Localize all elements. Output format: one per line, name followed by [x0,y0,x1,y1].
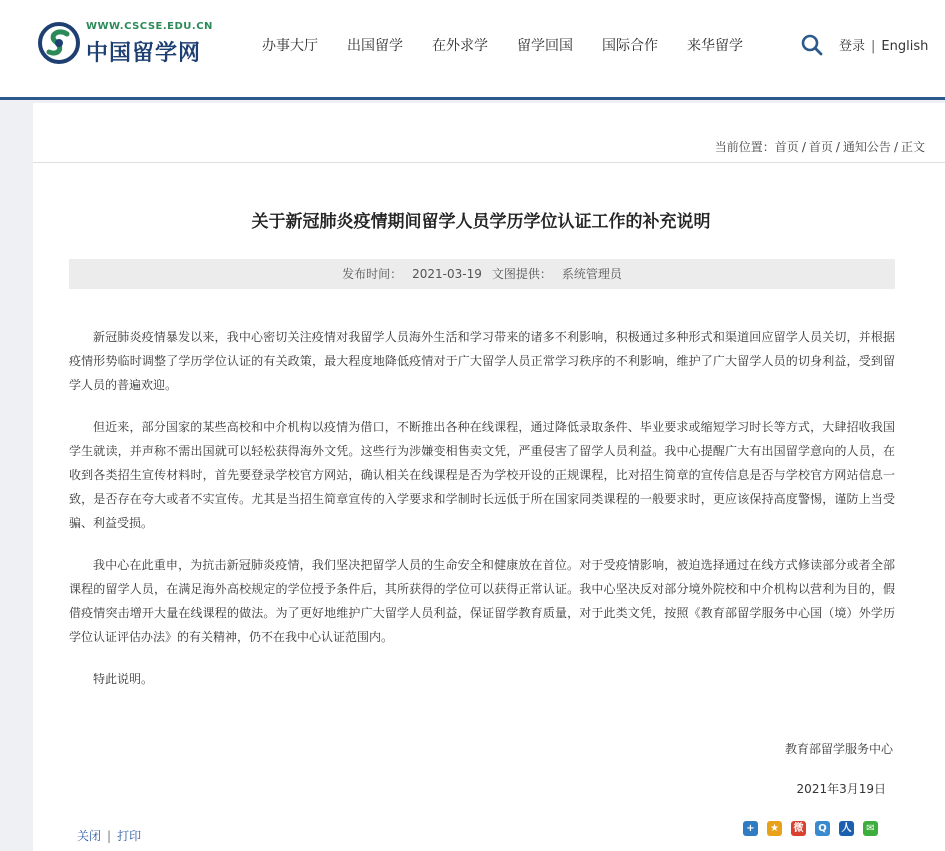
nav-item-return[interactable]: 留学回国 [517,38,573,54]
breadcrumb-current: 正文 [900,140,925,154]
top-links-divider: | [871,39,876,54]
breadcrumb-separator: / [893,140,898,154]
article-actions [77,827,141,844]
share-wechat-icon[interactable]: ✉ [863,821,878,836]
publish-label: 发布时间： [342,267,403,281]
main-nav [262,35,772,55]
share-more-icon[interactable]: + [743,821,758,836]
search-icon[interactable] [800,33,824,57]
close-link[interactable]: 关闭 [77,829,102,843]
login-link[interactable]: 登录 [839,39,866,54]
article-panel [33,103,945,851]
signature-date: 2021年3月19日 [796,782,886,796]
breadcrumb-separator: / [835,140,840,154]
share-tencent-icon[interactable]: Q [815,821,830,836]
share-weibo-icon[interactable]: 微 [791,821,806,836]
breadcrumb-separator: / [801,140,806,154]
breadcrumb-divider [33,162,945,163]
top-links [839,35,928,54]
actions-divider: | [107,829,112,843]
article-paragraph: 我中心在此重申，为抗击新冠肺炎疫情，我们坚决把留学人员的生命安全和健康放在首位。对于受疫情影响，被迫选择通过在线方式修读部分或者全部课程的留学人员，在满足海外高校规定的学位授予条件后，其所获得的学位可以获得正常认证。我中心坚决反对部分境外院校和中介机构以营利为目的，假借疫情突击增开大量在线课程的做法。为了更好地维护广大留学人员利益，保证留学教育质量，对于此类文凭，按照《教育部留学服务中心国（境）外学历学位认证评估办法》的有关精神，仍不在我中心认证范围内。 [69,558,895,644]
nav-item-study-in-china[interactable]: 来华留学 [687,38,743,54]
nav-item-studying-overseas[interactable]: 在外求学 [432,38,488,54]
breadcrumb [715,138,925,155]
nav-item-study-abroad[interactable]: 出国留学 [347,38,403,54]
article-paragraph: 特此说明。 [93,672,154,686]
provider-label: 文图提供： [491,267,552,281]
logo-mark-icon [38,22,80,64]
nav-item-international[interactable]: 国际合作 [602,38,658,54]
article-paragraph: 但近来，部分国家的某些高校和中介机构以疫情为借口，不断推出各种在线课程，通过降低录取条件、毕业要求或缩短学习时长等方式，大肆招收我国学生就读，并声称不需出国就可以轻松获得海外文凭。这些行为涉嫌变相售卖文凭，严重侵害了留学人员利益。我中心提醒广大有出国留学意向的人员，在收到各类招生宣传材料时，首先要登录学校官方网站，确认相关在线课程是否为学校开设的正规课程，比对招生简章的宣传信息是否与学校官方网站信息一致，是否存在夸大或者不实宣传。尤其是当招生简章宣传的入学要求和学制时长远低于所在国家同类课程的一般要求时，更应该保持高度警惕，谨防上当受骗、利益受损。 [69,420,895,530]
print-link[interactable]: 打印 [117,829,142,843]
nav-item-service-hall[interactable]: 办事大厅 [262,38,318,54]
provider-name: 系统管理员 [561,267,622,281]
site-logo[interactable] [38,20,213,68]
publish-info [342,267,482,281]
share-qzone-icon[interactable]: ★ [767,821,782,836]
article-title: 关于新冠肺炎疫情期间留学人员学历学位认证工作的补充说明 [251,212,711,232]
breadcrumb-home-2[interactable]: 首页 [808,140,833,154]
share-renren-icon[interactable]: 人 [839,821,854,836]
english-link[interactable]: English [881,39,929,54]
breadcrumb-home[interactable]: 首页 [774,140,799,154]
site-header [0,0,945,100]
publish-date: 2021-03-19 [412,267,482,281]
breadcrumb-prefix: 当前位置： [714,140,775,154]
provider-info [492,267,622,281]
signature-organization: 教育部留学服务中心 [784,742,893,756]
logo-url: WWW.CSCSE.EDU.CN [86,21,213,32]
article-paragraph: 新冠肺炎疫情暴发以来，我中心密切关注疫情对我留学人员海外生活和学习带来的诸多不利影响，积极通过多种形式和渠道回应留学人员关切，并根据疫情形势临时调整了学历学位认证的有关政策，最大程度地降低疫情对于广大留学人员正常学习秩序的不利影响，维护了广大留学人员的切身利益，受到留学人员的普遍欢迎。 [69,330,895,392]
logo-name: 中国留学网 [86,40,202,66]
article-body [69,325,895,709]
breadcrumb-notices[interactable]: 通知公告 [842,140,891,154]
share-bar [743,821,887,836]
article-meta [69,259,895,289]
